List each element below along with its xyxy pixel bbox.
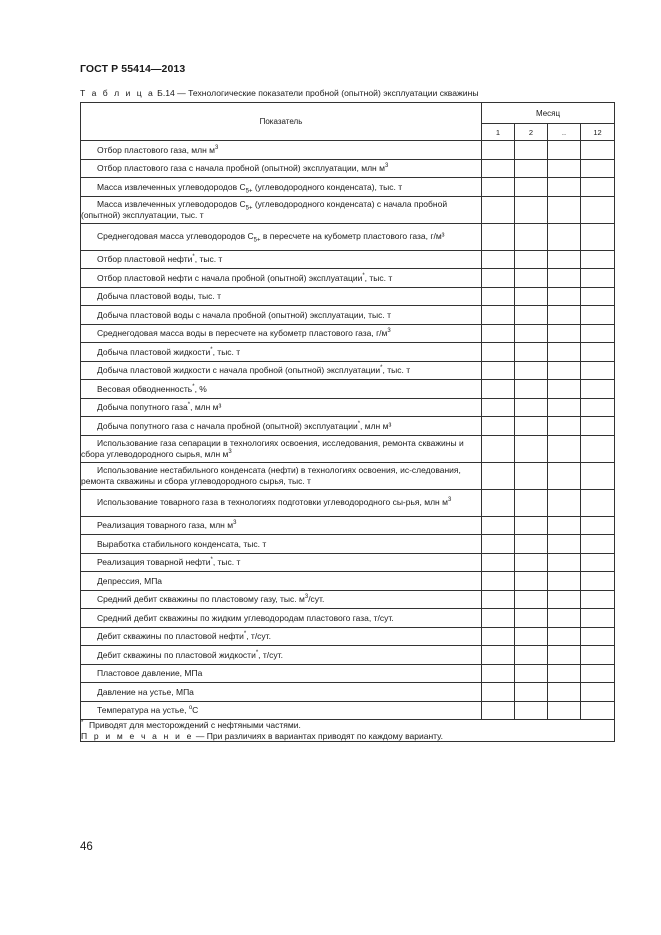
indicator-text: Выработка стабильного конденсата, тыс. т [97, 538, 267, 549]
month-value-cell [581, 343, 615, 362]
indicator-cell [81, 590, 482, 609]
indicator-superscript: 3 [233, 520, 237, 527]
indicator-cell [81, 324, 482, 343]
indicator-text: Отбор пластового газа с начала пробной (опытной) эксплуатации, млн м [97, 163, 385, 174]
month-value-cell [482, 462, 515, 489]
table-row [81, 646, 615, 665]
month-value-cell [482, 553, 515, 572]
header-month-col: 12 [581, 124, 615, 141]
indicator-text-end: , тыс. т [364, 272, 393, 283]
indicator-superscript: * [357, 420, 361, 427]
indicator-text: Давление на устье, МПа [97, 686, 194, 697]
month-value-cell [515, 535, 548, 554]
indicator-text: Среднегодовая масса воды в пересчете на кубометр пластового газа, г/м [97, 328, 388, 339]
month-value-cell [515, 646, 548, 665]
table-row [81, 324, 615, 343]
month-value-cell [482, 535, 515, 554]
footnote: * Приводят для месторождений с нефтяными частями. [81, 720, 301, 730]
table-note [81, 731, 614, 742]
month-value-cell [482, 683, 515, 702]
header-month-col: 2 [515, 124, 548, 141]
indicator-superscript: 3 [447, 497, 452, 504]
indicator-text: Депрессия, МПа [97, 575, 163, 586]
table-row [81, 664, 615, 683]
month-value-cell [515, 683, 548, 702]
indicator-cell [81, 627, 482, 646]
indicators-table-body [81, 141, 615, 720]
indicator-cell [81, 269, 482, 288]
month-value-cell [548, 343, 581, 362]
indicator-text: Отбор пластовой нефти [97, 254, 193, 265]
table-row [81, 287, 615, 306]
month-value-cell [482, 223, 515, 250]
month-value-cell [548, 462, 581, 489]
indicator-text-end: , тыс. т [194, 254, 223, 265]
month-value-cell [515, 141, 548, 160]
month-value-cell [482, 380, 515, 399]
month-value-cell [515, 398, 548, 417]
month-value-cell [482, 590, 515, 609]
indicator-superscript: * [243, 631, 247, 638]
indicator-superscript: * [362, 272, 365, 279]
footnote-text: Приводят для месторождений с нефтяными частями. [89, 720, 301, 730]
month-value-cell [515, 516, 548, 535]
indicator-text: Средний дебит скважины по жидким углеводородам пластового газа, т/сут. [97, 612, 394, 623]
month-value-cell [581, 516, 615, 535]
indicator-text-end: , т/сут. [246, 631, 271, 642]
indicator-superscript: 3 [304, 594, 309, 601]
month-value-cell [515, 178, 548, 197]
indicator-cell [81, 250, 482, 269]
month-value-cell [548, 435, 581, 462]
header-month-col: 1 [482, 124, 515, 141]
indicator-cell [81, 535, 482, 554]
indicator-text: Отбор пластовой нефти с начала пробной (опытной) эксплуатации [97, 272, 363, 283]
table-caption-label: Т а б л и ц а [80, 88, 155, 98]
month-value-cell [515, 250, 548, 269]
table-row [81, 159, 615, 178]
month-value-cell [548, 306, 581, 325]
month-value-cell [548, 141, 581, 160]
month-value-cell [515, 462, 548, 489]
table-row [81, 462, 615, 489]
month-value-cell [581, 664, 615, 683]
month-value-cell [482, 196, 515, 223]
indicator-text: Использование товарного газа в технологиях подготовки углеводородного сы-рья, млн м [97, 497, 448, 508]
indicator-text: Добыча пластовой воды с начала пробной (опытной) эксплуатации, тыс. т [97, 309, 391, 320]
month-value-cell [548, 516, 581, 535]
indicator-superscript: 3 [384, 163, 389, 170]
month-value-cell [515, 269, 548, 288]
month-value-cell [548, 572, 581, 591]
indicator-cell [81, 572, 482, 591]
indicator-text: Масса извлеченных углеводородов С [97, 199, 246, 210]
month-value-cell [515, 306, 548, 325]
month-value-cell [581, 380, 615, 399]
indicator-cell [81, 701, 482, 720]
month-value-cell [548, 646, 581, 665]
table-row [81, 435, 615, 462]
indicator-cell [81, 664, 482, 683]
month-value-cell [482, 159, 515, 178]
table-row [81, 178, 615, 197]
month-value-cell [548, 590, 581, 609]
month-value-cell [482, 646, 515, 665]
month-value-cell [515, 343, 548, 362]
month-value-cell [548, 683, 581, 702]
month-value-cell [581, 553, 615, 572]
indicator-superscript: * [210, 346, 213, 353]
indicator-text: Добыча пластовой жидкости [97, 346, 211, 357]
month-value-cell [482, 435, 515, 462]
table-row [81, 489, 615, 516]
table-row [81, 306, 615, 325]
header-indicator: Показатель [81, 103, 482, 141]
indicator-cell [81, 343, 482, 362]
indicator-text: Средний дебит скважины по пластовому газу, тыс. м [97, 594, 305, 605]
indicator-text: Добыча пластовой жидкости с начала пробной (опытной) эксплуатации [97, 365, 381, 376]
month-value-cell [581, 141, 615, 160]
indicator-text: Отбор пластового газа, млн м [97, 144, 215, 155]
table-row [81, 609, 615, 628]
month-value-cell [581, 572, 615, 591]
month-value-cell [548, 627, 581, 646]
indicator-text: Масса извлеченных углеводородов С [97, 181, 246, 192]
indicator-superscript: 3 [215, 144, 219, 151]
month-value-cell [548, 361, 581, 380]
indicator-cell [81, 646, 482, 665]
month-value-cell [515, 159, 548, 178]
indicator-text: Среднегодовая масса углеводородов С [97, 231, 254, 242]
month-value-cell [482, 627, 515, 646]
indicator-cell [81, 380, 482, 399]
indicator-text: Реализация товарного газа, млн м [97, 520, 234, 531]
month-value-cell [581, 306, 615, 325]
month-value-cell [482, 178, 515, 197]
indicator-text: Использование нестабильного конденсата (нефти) в технологиях освоения, ис-следования, ремонта скважины и сбора углеводородного сырья, тыс. т [81, 465, 461, 486]
indicator-text-end: , тыс. т [212, 346, 241, 357]
indicator-text-end: , тыс. т [382, 365, 411, 376]
month-value-cell [515, 590, 548, 609]
table-row [81, 361, 615, 380]
month-value-cell [515, 324, 548, 343]
month-value-cell [581, 269, 615, 288]
month-value-cell [581, 435, 615, 462]
month-value-cell [581, 223, 615, 250]
indicator-superscript: 3 [228, 448, 232, 455]
month-value-cell [515, 553, 548, 572]
indicator-cell [81, 141, 482, 160]
indicator-text: Дебит скважины по пластовой нефти [97, 631, 244, 642]
month-value-cell [482, 572, 515, 591]
month-value-cell [548, 417, 581, 436]
table-caption [80, 88, 479, 98]
indicator-subscript: 5+ [245, 205, 253, 212]
table-row [81, 269, 615, 288]
indicator-cell [81, 287, 482, 306]
month-value-cell [548, 535, 581, 554]
month-value-cell [515, 287, 548, 306]
indicator-superscript: * [187, 402, 191, 409]
indicator-subscript: 5+ [245, 188, 253, 195]
month-value-cell [581, 462, 615, 489]
indicator-text: Дебит скважины по пластовой жидкости [97, 649, 256, 660]
month-value-cell [515, 489, 548, 516]
month-value-cell [482, 324, 515, 343]
month-value-cell [581, 324, 615, 343]
month-value-cell [581, 417, 615, 436]
month-value-cell [581, 627, 615, 646]
month-value-cell [482, 141, 515, 160]
month-value-cell [581, 646, 615, 665]
month-value-cell [581, 361, 615, 380]
table-row [81, 553, 615, 572]
table-row [81, 590, 615, 609]
month-value-cell [581, 250, 615, 269]
table-footnotes [81, 720, 615, 742]
indicator-cell [81, 516, 482, 535]
month-value-cell [548, 250, 581, 269]
month-value-cell [515, 664, 548, 683]
table-row [81, 196, 615, 223]
indicator-cell [81, 683, 482, 702]
month-value-cell [581, 398, 615, 417]
table-row [81, 516, 615, 535]
table-row [81, 572, 615, 591]
indicator-text-end: , млн м³ [360, 420, 392, 431]
indicator-text-end: , млн м³ [190, 402, 222, 413]
month-value-cell [482, 287, 515, 306]
month-value-cell [548, 178, 581, 197]
month-value-cell [581, 535, 615, 554]
month-value-cell [482, 343, 515, 362]
indicator-superscript: о [188, 705, 193, 712]
indicator-cell [81, 159, 482, 178]
indicator-cell [81, 435, 482, 462]
table-row [81, 627, 615, 646]
month-value-cell [581, 683, 615, 702]
month-value-cell [482, 398, 515, 417]
month-value-cell [515, 572, 548, 591]
header-month-col: .. [548, 124, 581, 141]
indicator-text-end: , % [194, 383, 207, 394]
month-value-cell [515, 223, 548, 250]
indicator-text-end: , тыс. т [212, 557, 241, 568]
month-value-cell [548, 380, 581, 399]
indicator-superscript: 3 [387, 328, 391, 335]
month-value-cell [548, 664, 581, 683]
table-row [81, 380, 615, 399]
month-value-cell [548, 324, 581, 343]
indicator-text: Добыча пластовой воды, тыс. т [97, 291, 222, 302]
table-row [81, 535, 615, 554]
indicator-text-end: /сут. [308, 594, 325, 605]
month-value-cell [581, 178, 615, 197]
indicator-text-end: , т/сут. [258, 649, 283, 660]
month-value-cell [548, 398, 581, 417]
month-value-cell [548, 269, 581, 288]
indicator-superscript: * [255, 649, 259, 656]
indicator-cell [81, 417, 482, 436]
indicator-superscript: * [192, 254, 195, 261]
indicator-superscript: * [380, 365, 383, 372]
indicator-text: Добыча попутного газа [97, 402, 188, 413]
indicator-text: Температура на устье, [97, 705, 189, 716]
month-value-cell [548, 701, 581, 720]
month-value-cell [515, 380, 548, 399]
month-value-cell [482, 664, 515, 683]
indicator-text: Пластовое давление, МПа [97, 668, 203, 679]
indicator-cell [81, 223, 482, 250]
month-value-cell [581, 489, 615, 516]
month-value-cell [482, 417, 515, 436]
indicator-cell [81, 306, 482, 325]
table-row [81, 141, 615, 160]
indicator-cell [81, 196, 482, 223]
table-row [81, 223, 615, 250]
note-text: — При различиях в вариантах приводят по каждому варианту. [193, 730, 443, 741]
month-value-cell [482, 306, 515, 325]
month-value-cell [548, 159, 581, 178]
table-row [81, 343, 615, 362]
page-number: 46 [80, 841, 93, 853]
indicator-text: Реализация товарной нефти [97, 557, 211, 568]
month-value-cell [482, 701, 515, 720]
indicator-text-end: С [192, 705, 199, 716]
month-value-cell [515, 435, 548, 462]
month-value-cell [515, 609, 548, 628]
indicator-text-end: (углеводородного конденсата) с начала пробной (опытной) эксплуатации, тыс. т [81, 199, 448, 220]
table-caption-text: Б.14 — Технологические показатели пробной (опытной) эксплуатации скважины [154, 88, 479, 98]
month-value-cell [482, 361, 515, 380]
month-value-cell [548, 553, 581, 572]
note-label: П р и м е ч а н и е [81, 730, 194, 741]
month-value-cell [548, 609, 581, 628]
table-row [81, 683, 615, 702]
month-value-cell [482, 516, 515, 535]
month-value-cell [482, 489, 515, 516]
indicator-text: Добыча попутного газа с начала пробной (опытной) эксплуатации [97, 420, 358, 431]
month-value-cell [515, 361, 548, 380]
month-value-cell [548, 489, 581, 516]
table-row [81, 250, 615, 269]
month-value-cell [482, 250, 515, 269]
table-row [81, 701, 615, 720]
month-value-cell [515, 701, 548, 720]
month-value-cell [548, 287, 581, 306]
indicators-table [80, 102, 615, 742]
month-value-cell [581, 609, 615, 628]
indicator-text: Весовая обводненность [97, 383, 193, 394]
month-value-cell [581, 701, 615, 720]
indicator-cell [81, 609, 482, 628]
table-row [81, 417, 615, 436]
table-row [81, 398, 615, 417]
month-value-cell [482, 269, 515, 288]
document-standard-header: ГОСТ Р 55414—2013 [80, 63, 186, 75]
indicator-text-end: в пересчете на кубометр пластового газа, г/м³ [260, 231, 445, 242]
month-value-cell [515, 417, 548, 436]
month-value-cell [482, 609, 515, 628]
indicator-cell [81, 361, 482, 380]
month-value-cell [581, 590, 615, 609]
indicator-cell [81, 553, 482, 572]
indicator-cell [81, 489, 482, 516]
indicator-subscript: 5+ [253, 237, 261, 244]
month-value-cell [548, 196, 581, 223]
indicator-superscript: * [192, 383, 195, 390]
header-month: Месяц [482, 103, 615, 124]
month-value-cell [515, 627, 548, 646]
month-value-cell [515, 196, 548, 223]
indicator-superscript: * [210, 557, 213, 564]
indicator-cell [81, 462, 482, 489]
month-value-cell [581, 287, 615, 306]
month-value-cell [548, 223, 581, 250]
indicator-cell [81, 178, 482, 197]
month-value-cell [581, 196, 615, 223]
month-value-cell [581, 159, 615, 178]
indicator-text: Использование газа сепарации в технологиях освоения, исследования, ремонта скважины и сбора углеводородного сырья, млн м [81, 438, 464, 459]
indicator-cell [81, 398, 482, 417]
indicator-text-end: (углеводородного конденсата), тыс. т [252, 181, 403, 192]
